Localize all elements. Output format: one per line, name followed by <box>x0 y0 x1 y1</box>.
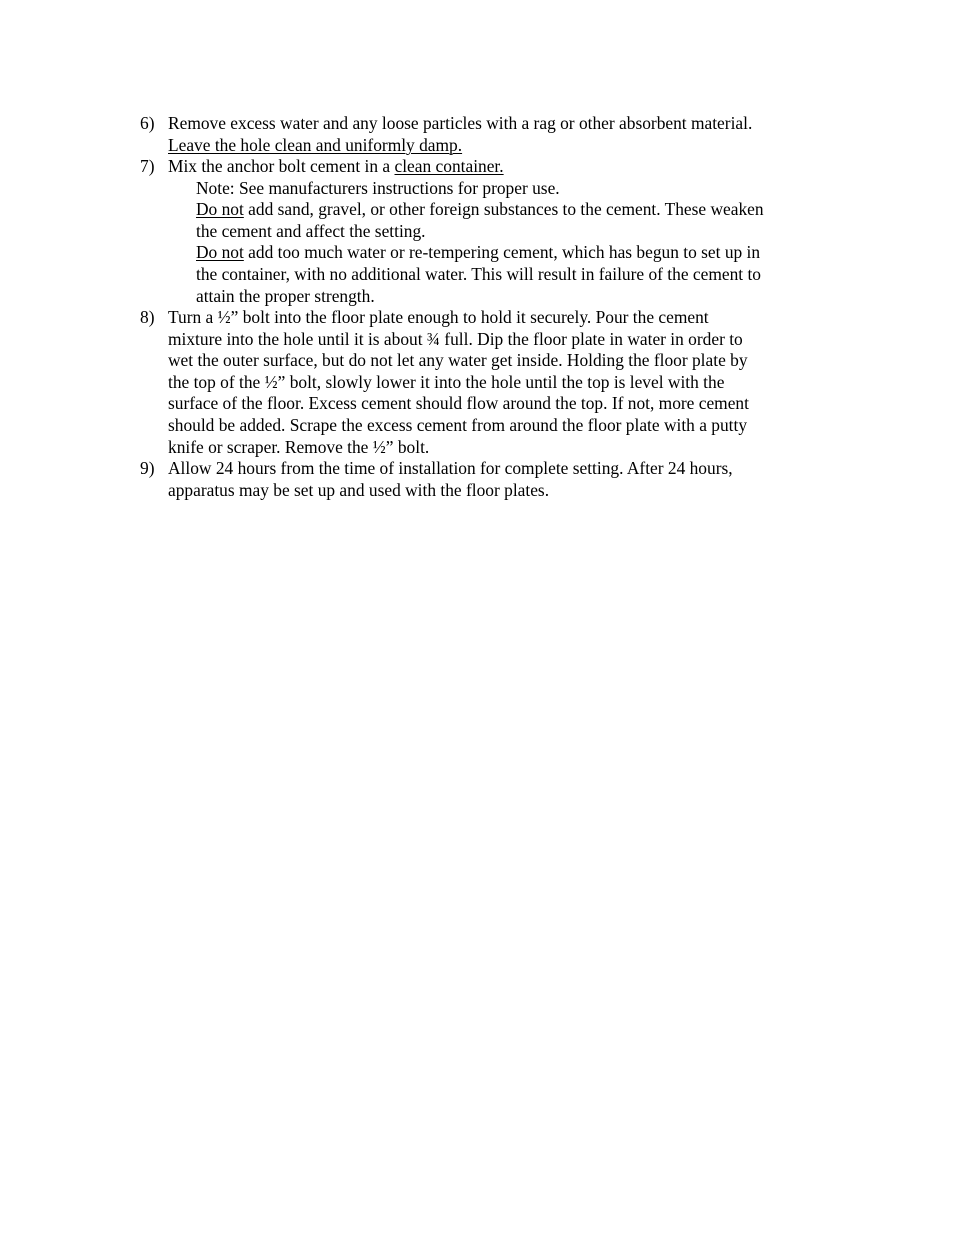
step-line: Allow 24 hours from the time of installation for complete setting. After 24 hours, <box>168 458 733 478</box>
step-number: 9) <box>140 458 155 478</box>
warning-line: the container, with no additional water. This will result in failure of the cement to <box>196 263 761 284</box>
note-line: Note: See manufacturers instructions for proper use. <box>196 177 560 198</box>
step-line <box>168 135 752 157</box>
step-line: mixture into the hole until it is about ¾ full. Dip the floor plate in water in order to <box>168 328 743 349</box>
step-number: 6) <box>140 113 155 133</box>
step-line: the top of the ½” bolt, slowly lower it into the hole until the top is level with the <box>168 371 725 392</box>
warning-line: Do not add sand, gravel, or other foreign substances to the cement. These weaken <box>196 199 764 220</box>
step-line: Remove excess water and any loose particles with a rag or other absorbent material. <box>168 113 753 133</box>
step-line: apparatus may be set up and used with the floor plates. <box>168 479 550 500</box>
underlined-text: Do not <box>196 242 244 263</box>
underlined-text: Leave the hole clean and uniformly damp. <box>168 134 463 155</box>
step-line: Mix the anchor bolt cement in a clean container. <box>168 156 504 176</box>
warning-line: attain the proper strength. <box>196 285 375 306</box>
step-line: Turn a ½” bolt into the floor plate enough to hold it securely. Pour the cement <box>168 307 709 327</box>
warning-line: the cement and affect the setting. <box>196 220 426 241</box>
step-body <box>168 113 752 156</box>
step-line: should be added. Scrape the excess cement from around the floor plate with a putty <box>168 414 748 435</box>
step-body <box>168 458 733 501</box>
step-line: wet the outer surface, but do not let any water get inside. Holding the floor plate by <box>168 350 748 371</box>
step-body <box>168 156 764 307</box>
underlined-text: clean container. <box>394 156 504 176</box>
step-line: surface of the floor. Excess cement should flow around the top. If not, more cement <box>168 393 749 414</box>
step-body <box>168 307 749 458</box>
step-line: knife or scraper. Remove the ½” bolt. <box>168 436 430 457</box>
step-number: 7) <box>140 156 155 176</box>
warning-line: Do not add too much water or re-tempering cement, which has begun to set up in <box>196 242 761 263</box>
underlined-text: Do not <box>196 199 244 220</box>
step-number: 8) <box>140 307 155 327</box>
